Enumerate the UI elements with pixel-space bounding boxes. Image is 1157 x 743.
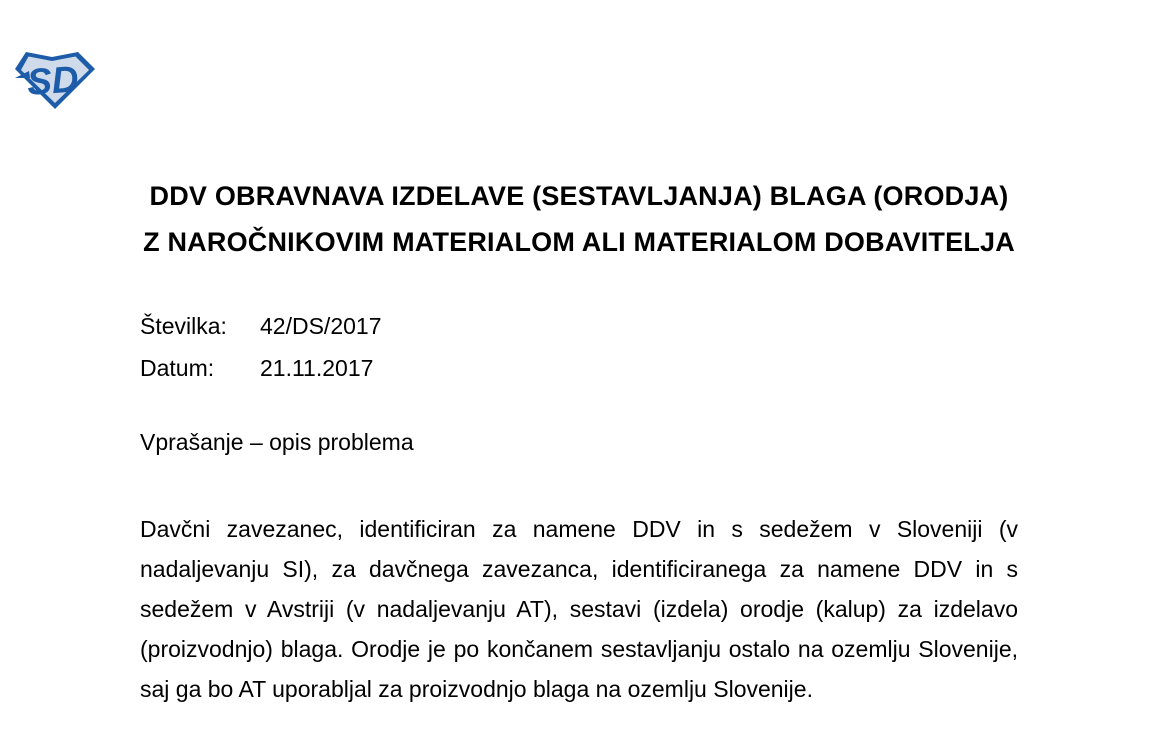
title-line-2: Z NAROČNIKOVIM MATERIALOM ALI MATERIALOM DOBAVITELJA — [143, 227, 1015, 257]
body-paragraph — [140, 509, 1018, 709]
paragraph-line: Davčni zavezanec, identificiran za namene DDV in s sedežem v Sloveniji (v — [140, 516, 1018, 542]
section-heading: Vprašanje – opis problema — [140, 429, 414, 455]
number-value: 42/DS/2017 — [260, 313, 382, 339]
sd-shield-logo-icon — [14, 49, 96, 110]
date-value: 21.11.2017 — [260, 355, 374, 381]
meta-block — [140, 305, 381, 389]
paragraph-line: nadaljevanju SI), za davčnega zavezanca, identificiranega za namene DDV in s — [140, 556, 1018, 582]
document-content — [140, 0, 1018, 743]
paragraph-line-last: saj ga bo AT uporabljal za proizvodnjo blaga na ozemlju Slovenije. — [140, 676, 813, 702]
paragraph-line: sedežem v Avstriji (v nadaljevanju AT), sestavi (izdela) orodje (kalup) za izdelavo — [140, 596, 1018, 622]
paragraph-line: (proizvodnjo) blaga. Orodje je po končanem sestavljanju ostalo na ozemlju Slovenije, — [140, 636, 1018, 662]
document-date-row — [140, 347, 381, 389]
logo-letters: SD — [25, 58, 80, 103]
date-label: Datum: — [140, 355, 215, 381]
number-label: Številka: — [140, 313, 227, 339]
document-title — [140, 173, 1018, 265]
document-number-row — [140, 305, 381, 347]
title-line-1: DDV OBRAVNAVA IZDELAVE (SESTAVLJANJA) BLAGA (ORODJA) — [149, 181, 1009, 211]
